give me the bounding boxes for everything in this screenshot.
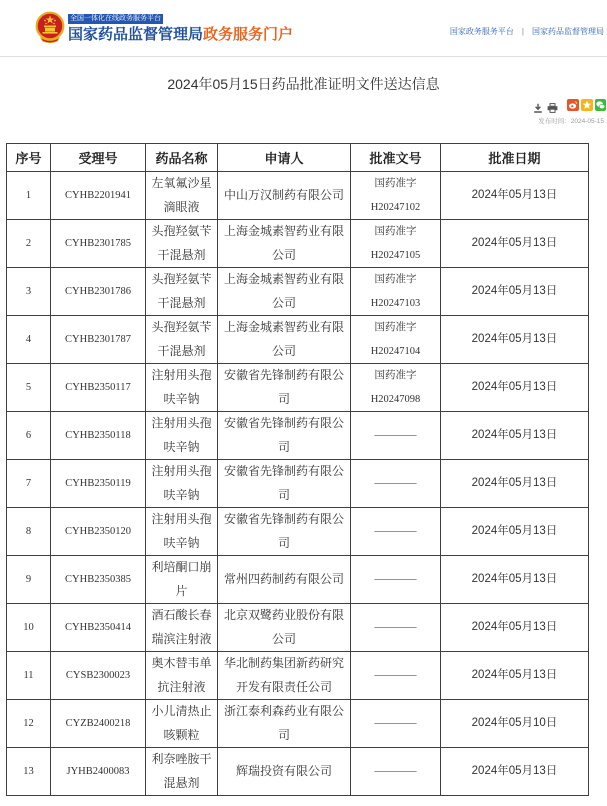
cell-drug-name: 左氧氟沙星滴眼液 — [146, 172, 218, 220]
site-header — [0, 0, 607, 57]
cell-applicant: 常州四药制药有限公司 — [218, 556, 351, 604]
cell-approval-date: 2024年05月13日 — [441, 508, 589, 556]
table-row — [7, 748, 589, 796]
link-nmpa[interactable]: 国家药品监督管理局 — [532, 27, 604, 36]
cell-approval-no: 国药准字H20247105 — [351, 220, 441, 268]
cell-applicant: 辉瑞投资有限公司 — [218, 748, 351, 796]
cell-acceptance-no: CYSB2300023 — [51, 652, 146, 700]
cell-approval-date: 2024年05月13日 — [441, 268, 589, 316]
table-row — [7, 604, 589, 652]
cell-drug-name: 注射用头孢呋辛钠 — [146, 364, 218, 412]
cell-approval-no: 国药准字H20247104 — [351, 316, 441, 364]
cell-acceptance-no: CYHB2201941 — [51, 172, 146, 220]
cell-approval-no: ———— — [351, 700, 441, 748]
table-row — [7, 412, 589, 460]
cell-drug-name: 利培酮口崩片 — [146, 556, 218, 604]
cell-drug-name: 注射用头孢呋辛钠 — [146, 508, 218, 556]
cell-applicant: 上海金城素智药业有限公司 — [218, 268, 351, 316]
cell-approval-no: ———— — [351, 652, 441, 700]
table-row — [7, 460, 589, 508]
cell-acceptance-no: CYHB2350119 — [51, 460, 146, 508]
portal-name: 政务服务门户 — [203, 26, 294, 43]
cell-acceptance-no: CYHB2301786 — [51, 268, 146, 316]
qzone-icon[interactable] — [581, 98, 593, 110]
cell-approval-no: 国药准字H20247103 — [351, 268, 441, 316]
cell-drug-name: 头孢羟氨苄干混悬剂 — [146, 316, 218, 364]
site-title — [68, 26, 293, 44]
cell-approval-no: ———— — [351, 460, 441, 508]
table-row — [7, 364, 589, 412]
cell-applicant: 上海金城素智药业有限公司 — [218, 220, 351, 268]
cell-approval-date: 2024年05月13日 — [441, 556, 589, 604]
table-row — [7, 172, 589, 220]
link-national-gov-service-platform[interactable]: 国家政务服务平台 — [449, 27, 514, 36]
cell-serial-no: 11 — [7, 652, 51, 700]
publish-time-value: 2024-05-15 — [570, 118, 604, 125]
column-header-approval-date: 批准日期 — [441, 144, 589, 172]
cell-approval-no: ———— — [351, 508, 441, 556]
table-row — [7, 220, 589, 268]
cell-approval-no: ———— — [351, 748, 441, 796]
weibo-icon[interactable] — [567, 98, 579, 110]
page-title: 2024年05月15日药品批准证明文件送达信息 — [167, 76, 440, 92]
cell-acceptance-no: CYHB2350118 — [51, 412, 146, 460]
platform-badge: 全国一体化在线政务服务平台 — [70, 15, 161, 22]
column-header-serial-no: 序号 — [7, 144, 51, 172]
column-header-acceptance-no: 受理号 — [51, 144, 146, 172]
cell-applicant: 北京双鹭药业股份有限公司 — [218, 604, 351, 652]
table-header-row — [7, 144, 589, 172]
cell-approval-date: 2024年05月13日 — [441, 220, 589, 268]
cell-applicant: 中山万汉制药有限公司 — [218, 172, 351, 220]
cell-approval-no: ———— — [351, 556, 441, 604]
cell-serial-no: 13 — [7, 748, 51, 796]
publish-time — [538, 118, 604, 126]
cell-serial-no: 10 — [7, 604, 51, 652]
cell-serial-no: 9 — [7, 556, 51, 604]
approval-documents-table — [6, 143, 589, 796]
cell-applicant: 上海金城素智药业有限公司 — [218, 316, 351, 364]
cell-drug-name: 奥木替韦单抗注射液 — [146, 652, 218, 700]
cell-acceptance-no: CYHB2301787 — [51, 316, 146, 364]
cell-serial-no: 12 — [7, 700, 51, 748]
org-name: 国家药品监督管理局 — [68, 26, 204, 43]
table-row — [7, 556, 589, 604]
wechat-icon[interactable] — [595, 98, 606, 110]
cell-serial-no: 5 — [7, 364, 51, 412]
site-logo[interactable] — [0, 0, 300, 56]
cell-applicant: 安徽省先锋制药有限公司 — [218, 364, 351, 412]
cell-approval-date: 2024年05月13日 — [441, 364, 589, 412]
cell-approval-no: ———— — [351, 604, 441, 652]
cell-acceptance-no: CYZB2400218 — [51, 700, 146, 748]
column-header-approval-no: 批准文号 — [351, 144, 441, 172]
cell-applicant: 浙江泰利森药业有限公司 — [218, 700, 351, 748]
cell-drug-name: 头孢羟氨苄干混悬剂 — [146, 268, 218, 316]
cell-acceptance-no: CYHB2350385 — [51, 556, 146, 604]
publish-time-label: 发布时间： — [538, 118, 571, 125]
cell-acceptance-no: JYHB2400083 — [51, 748, 146, 796]
table-row — [7, 700, 589, 748]
national-emblem-icon — [35, 11, 65, 44]
cell-approval-no: ———— — [351, 412, 441, 460]
cell-drug-name: 小儿清热止咳颗粒 — [146, 700, 218, 748]
cell-serial-no: 7 — [7, 460, 51, 508]
table-row — [7, 652, 589, 700]
cell-acceptance-no: CYHB2350414 — [51, 604, 146, 652]
cell-approval-date: 2024年05月13日 — [441, 460, 589, 508]
cell-serial-no: 1 — [7, 172, 51, 220]
top-links — [450, 27, 604, 37]
cell-approval-no: 国药准字H20247098 — [351, 364, 441, 412]
cell-approval-no: 国药准字H20247102 — [351, 172, 441, 220]
cell-approval-date: 2024年05月10日 — [441, 700, 589, 748]
cell-serial-no: 4 — [7, 316, 51, 364]
cell-drug-name: 注射用头孢呋辛钠 — [146, 412, 218, 460]
cell-approval-date: 2024年05月13日 — [441, 652, 589, 700]
cell-approval-date: 2024年05月13日 — [441, 412, 589, 460]
cell-approval-date: 2024年05月13日 — [441, 316, 589, 364]
cell-applicant: 安徽省先锋制药有限公司 — [218, 460, 351, 508]
column-header-drug-name: 药品名称 — [146, 144, 218, 172]
cell-applicant: 安徽省先锋制药有限公司 — [218, 412, 351, 460]
cell-applicant: 华北制药集团新药研究开发有限责任公司 — [218, 652, 351, 700]
table-row — [7, 508, 589, 556]
cell-serial-no: 8 — [7, 508, 51, 556]
column-header-applicant: 申请人 — [218, 144, 351, 172]
download-icon[interactable] — [533, 100, 543, 110]
cell-acceptance-no: CYHB2301785 — [51, 220, 146, 268]
cell-serial-no: 3 — [7, 268, 51, 316]
cell-drug-name: 注射用头孢呋辛钠 — [146, 460, 218, 508]
link-separator: | — [521, 27, 524, 36]
print-icon[interactable] — [547, 100, 558, 110]
table-row — [7, 316, 589, 364]
cell-approval-date: 2024年05月13日 — [441, 748, 589, 796]
cell-approval-date: 2024年05月13日 — [441, 604, 589, 652]
cell-serial-no: 6 — [7, 412, 51, 460]
cell-drug-name: 酒石酸长春瑞滨注射液 — [146, 604, 218, 652]
cell-drug-name: 头孢羟氨苄干混悬剂 — [146, 220, 218, 268]
cell-applicant: 安徽省先锋制药有限公司 — [218, 508, 351, 556]
cell-acceptance-no: CYHB2350117 — [51, 364, 146, 412]
table-row — [7, 268, 589, 316]
cell-serial-no: 2 — [7, 220, 51, 268]
cell-approval-date: 2024年05月13日 — [441, 172, 589, 220]
cell-drug-name: 利奈唑胺干混悬剂 — [146, 748, 218, 796]
cell-acceptance-no: CYHB2350120 — [51, 508, 146, 556]
